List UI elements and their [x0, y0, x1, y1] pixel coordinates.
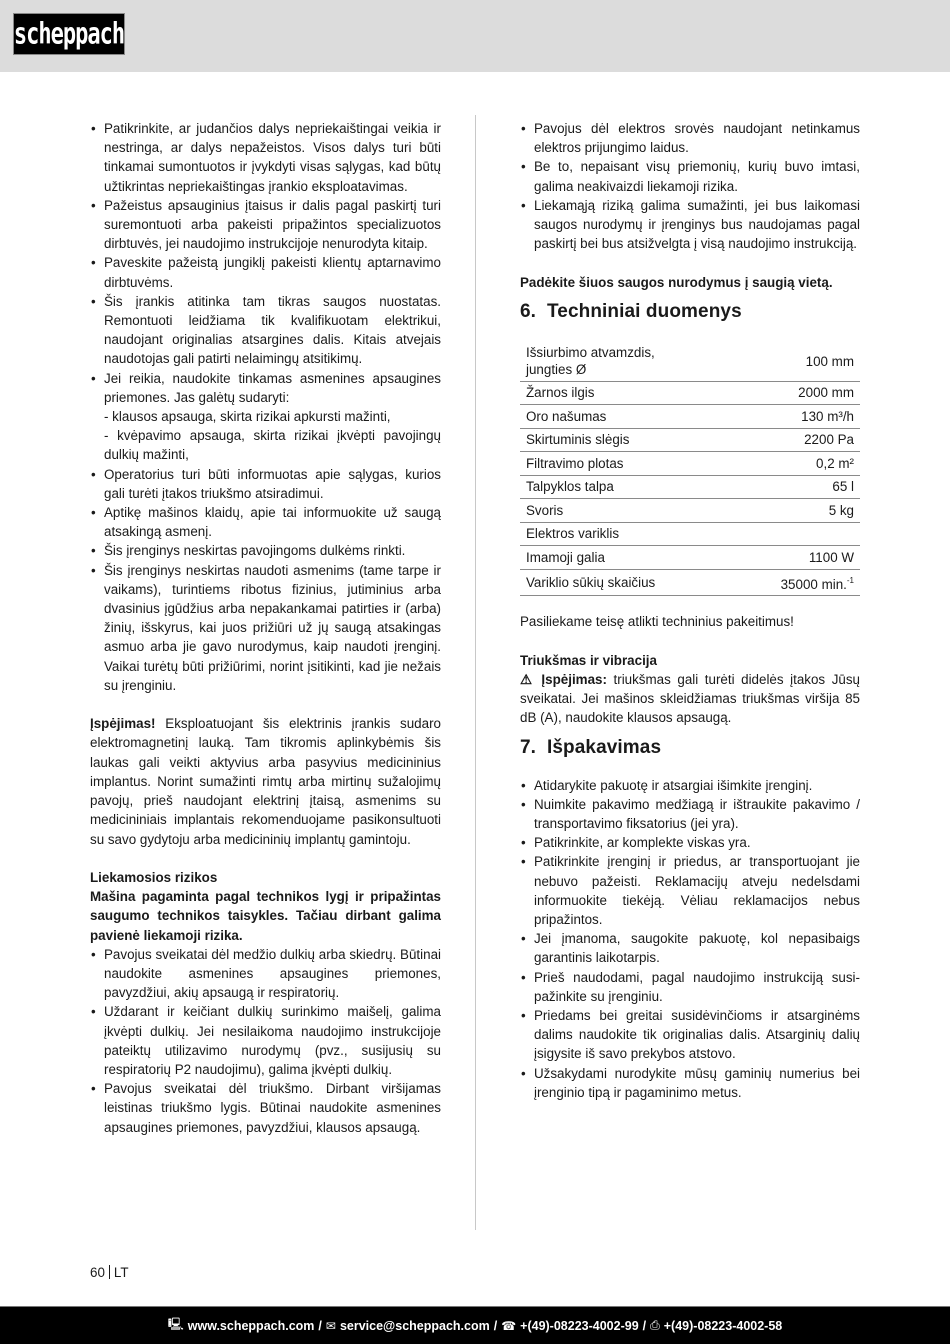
list-item: • Atidarykite pakuotę ir atsargiai išimkite įrenginį. — [520, 776, 860, 795]
spec-value-text: 35000 min. — [780, 576, 847, 592]
spec-value-text: 65 l — [832, 479, 854, 495]
list-item: • Operatorius turi būti informuotas apie sąlygas, kurios gali turėti įtakos triukšmo atsiradimui. — [90, 465, 441, 503]
spec-label: Talpyklos talpa — [520, 475, 732, 499]
table-row — [520, 546, 860, 570]
table-row — [520, 452, 860, 476]
list-item: • Paveskite pažeistą jungiklį pakeisti klientų aptarnavimo dirbtuvėms. — [90, 253, 441, 291]
bullet-list — [90, 945, 441, 1137]
spec-label: Elektros variklis — [520, 522, 732, 546]
spec-label: Žarnos ilgis — [520, 381, 732, 405]
column-divider — [475, 115, 476, 1230]
spec-label: Imamoji galia — [520, 546, 732, 570]
spec-value — [732, 522, 860, 546]
spec-value — [732, 405, 860, 429]
scheppach-logo — [13, 13, 125, 55]
spec-value-text: 2200 Pa — [804, 432, 854, 448]
table-row — [520, 405, 860, 429]
warning-label: ⚠ Įspėjimas: — [520, 671, 607, 687]
list-item: • Patikrinkite, ar komplekte viskas yra. — [520, 833, 860, 852]
email-link[interactable]: service@scheppach.com — [339, 1318, 490, 1333]
section-title: Techniniai duomenys — [547, 300, 742, 322]
spec-value — [732, 475, 860, 499]
spec-value — [732, 499, 860, 523]
bullet-list — [90, 119, 441, 695]
spec-value-text: 0,2 m² — [816, 455, 854, 471]
section-title: Išpakavimas — [547, 736, 662, 758]
page-number — [90, 1265, 129, 1280]
list-item: • Šis įrankis atitinka tam tikras saugos nuostatas. Remontuoti leidžiama tik kvalifikuotam elektrikui, naudojant originalias atsargines dalis. Kitais atvejais naudotojas gali patirti nelaimingų atsitikimų. — [90, 292, 441, 369]
list-item: • Nuimkite pakavimo medžiagą ir ištraukite pakavimo / transportavimo fiksatorius (jei yra). — [520, 795, 860, 833]
page-language: LT — [113, 1265, 129, 1280]
spec-value-text: 5 kg — [828, 502, 854, 518]
list-item: • Jei įmanoma, saugokite pakuotę, kol nepasibaigs garantinis laikotarpis. — [520, 929, 860, 967]
footer-separator: / — [318, 1318, 322, 1333]
list-item: • Prieš naudodami, pagal naudojimo instrukciją susipažinkite su įrenginiu. — [520, 968, 860, 1006]
page-number-value: 60 — [90, 1265, 105, 1280]
phone-number: +(49)-08223-4002-99 — [520, 1318, 639, 1333]
spec-label: Filtravimo plotas — [520, 452, 732, 476]
bullet-list — [520, 119, 860, 253]
spec-value — [732, 452, 860, 476]
list-item: • Pavojus sveikatai dėl medžio dulkių arba skiedrų. Būtinai naudokite asmenines apsaugines priemones, pavyzdžiui, akių apsaugą ir respiratorių. — [90, 945, 441, 1003]
logo-text: scheppach — [13, 17, 125, 51]
spec-label: Oro našumas — [520, 405, 732, 429]
bold-paragraph: Triukšmas ir vibracija — [520, 652, 657, 668]
table-row — [520, 342, 860, 382]
paragraph — [520, 612, 860, 631]
paragraph — [90, 714, 441, 848]
list-item: • Užsakydami nurodykite mūsų gaminių numerius bei įrenginio tipą ir pagaminimo metus. — [520, 1064, 860, 1102]
table-row — [520, 428, 860, 452]
list-item: • Pavojus sveikatai dėl triukšmo. Dirbant viršijamas leistinas triukšmo lygis. Būtinai naudokite asmenines apsaugines priemones, pavyzdžiui, klausos apsaugą. — [90, 1079, 441, 1137]
spec-value — [732, 342, 860, 382]
spacer — [90, 695, 441, 714]
spec-label: Išsiurbimo atvamzdis, jungties Ø — [520, 342, 732, 382]
spec-table — [520, 342, 860, 597]
spacer — [90, 849, 441, 868]
list-item: • Šis įrenginys neskirtas naudoti asmenims (tame tarpe ir vaikams), turintiems ribotus fizinius, jutiminius arba dvasinius įgūdžius arba nepakankamai patirties ir (arba) žinių, išskyrus, kai juos prižiūri už jų saugą atsakingas asmuo arba jie gavo nurodymus, kaip naudoti įrenginį. Vaikai turėtų būti prižiūrimi, norint įsitikinti, kad jie nežais su įrenginiu. — [90, 561, 441, 695]
footer-separator: / — [642, 1318, 647, 1333]
list-item: • Šis įrenginys neskirtas pavojingoms dulkėms rinkti. — [90, 541, 441, 560]
spec-value — [732, 381, 860, 405]
section-heading — [520, 728, 860, 776]
spec-label: Skirtuminis slėgis — [520, 428, 732, 452]
paragraph-text: Eksploatuojant šis elektrinis įrankis sudaro elektromagnetinį lauką. Tam tikromis aplinkybėmis šis laukas gali veikti aktyvius arba pasyvius medicininius implantus. Norint sumažinti rimtų arba mirtinų sužalojimų pavojų, prieš naudojant elektrinį įtaisą, asmenims su medicininiais implantais rekomenduojame pasikonsultuoti su savo gydytoju arba medicininių implantų gamintoju. — [90, 716, 441, 847]
list-item: • Liekamąją riziką galima sumažinti, jei bus laikomasi saugos nurodymų ir įrenginys bus naudojamas pagal paskirtį bei bus atsižvelgta į visą naudojimo instrukciją. — [520, 196, 860, 254]
spacer — [520, 632, 860, 651]
bold-paragraph: Liekamosios rizikos — [90, 869, 218, 885]
spec-superscript: -1 — [846, 575, 854, 585]
phone-icon: ☎︎ — [501, 1318, 517, 1333]
right-column — [520, 119, 860, 1102]
paragraph — [520, 670, 860, 728]
list-item: • Patikrinkite įrenginį ir priedus, ar transportuojant jie nebuvo pažeisti. Reklamacijų atveju nedelsdami informuokite tiekėją. Vėliau reklamacijos nebus pripažintos. — [520, 852, 860, 929]
left-column — [90, 119, 441, 1137]
fax-number: +(49)-08223-4002-58 — [663, 1318, 783, 1333]
header-bar — [0, 0, 950, 72]
website-link[interactable]: www.scheppach.com — [187, 1318, 315, 1333]
fax-icon: ⎙ — [650, 1318, 660, 1332]
paragraph-text: triukšmas gali turėti didelės įtakos Jūsų sveikatai. Jei mašinos skleidžiamas triukšmas viršija 85 dB (A), naudokite klausos apsaugą. — [520, 671, 860, 726]
spec-value-text: 100 mm — [805, 353, 854, 369]
spec-value-text: 130 m³/h — [801, 408, 854, 424]
spec-value — [732, 546, 860, 570]
footer-separator: / — [493, 1318, 498, 1333]
table-row — [520, 381, 860, 405]
spec-value — [732, 428, 860, 452]
table-row — [520, 475, 860, 499]
list-item: • Aptikę mašinos klaidų, apie tai informuokite už saugą atsakingą asmenį. — [90, 503, 441, 541]
bold-paragraph: Padėkite šiuos saugos nurodymus į saugią vietą. — [520, 274, 833, 290]
footer-bar — [0, 1306, 950, 1344]
page-separator — [109, 1265, 110, 1279]
mail-icon: ✉︎ — [325, 1318, 336, 1333]
spec-label: Variklio sūkių skaičius — [520, 569, 732, 596]
paragraph-text: Pasiliekame teisę atlikti techninius pakeitimus! — [520, 614, 794, 630]
list-item: • Be to, nepaisant visų priemonių, kurių buvo imtasi, galima neakivaizdi liekamoji rizika. — [520, 157, 860, 195]
section-number: 7. — [520, 736, 537, 758]
spec-value-text: 1100 W — [808, 549, 854, 565]
warning-label: Įspėjimas! — [90, 716, 156, 732]
bullet-list — [520, 776, 860, 1102]
spacer — [520, 253, 860, 272]
list-item: • Uždarant ir keičiant dulkių surinkimo maišelį, galima įkvėpti dulkių. Jei nesilaikoma naudojimo instrukcijoje pateiktų utilizavimo nurodymų (pvz., susijusių su respiratorių P2 naudojimu), galima įkvėpti dulkių. — [90, 1002, 441, 1079]
spec-value — [732, 569, 860, 596]
computer-icon: 🖳︎ — [167, 1317, 184, 1331]
table-row — [520, 499, 860, 523]
table-row — [520, 522, 860, 546]
list-item: • Patikrinkite, ar judančios dalys nepriekaištingai veikia ir nestringa, ar dalys nepažeistos. Visos dalys turi būti tinkamai sumontuotos ir įvykdyti visas sąlygas, kad būtų užtikrintas nepriekaištingas įrankio eksploatavimas. — [90, 119, 441, 196]
section-heading — [520, 292, 860, 340]
spec-value-text: 2000 mm — [798, 385, 854, 401]
list-item: • Jei reikia, naudokite tinkamas asmenines apsaugines priemones. Jas galėtų sudaryti: - klausos apsauga, skirta rizikai apkursti mažinti, - kvėpavimo apsauga, skirta rizikai įkvėpti pavojingų dulkių mažinti, — [90, 369, 441, 465]
table-row — [520, 569, 860, 596]
spec-label: Svoris — [520, 499, 732, 523]
list-item: • Pažeistus apsauginius įtaisus ir dalis pagal paskirtį turi suremontuoti arba pakeisti pripažintos specializuotos dirbtuvės, jei naudojimo instrukcijoje nenurodyta kitaip. — [90, 196, 441, 254]
bold-paragraph: Mašina pagaminta pagal technikos lygį ir pripažintas saugumo technikos taisykles. Tačiau dirbant galima pavienė liekamoji rizika. — [90, 889, 441, 943]
section-number: 6. — [520, 300, 537, 322]
list-item: • Priedams bei greitai susidėvinčioms ir atsarginėms dalims naudokite tik originalias dalis. Atsarginių dalių įsigysite iš savo prekybos atstovo. — [520, 1006, 860, 1064]
list-item: • Pavojus dėl elektros srovės naudojant netinkamus elektros prijungimo laidus. — [520, 119, 860, 157]
